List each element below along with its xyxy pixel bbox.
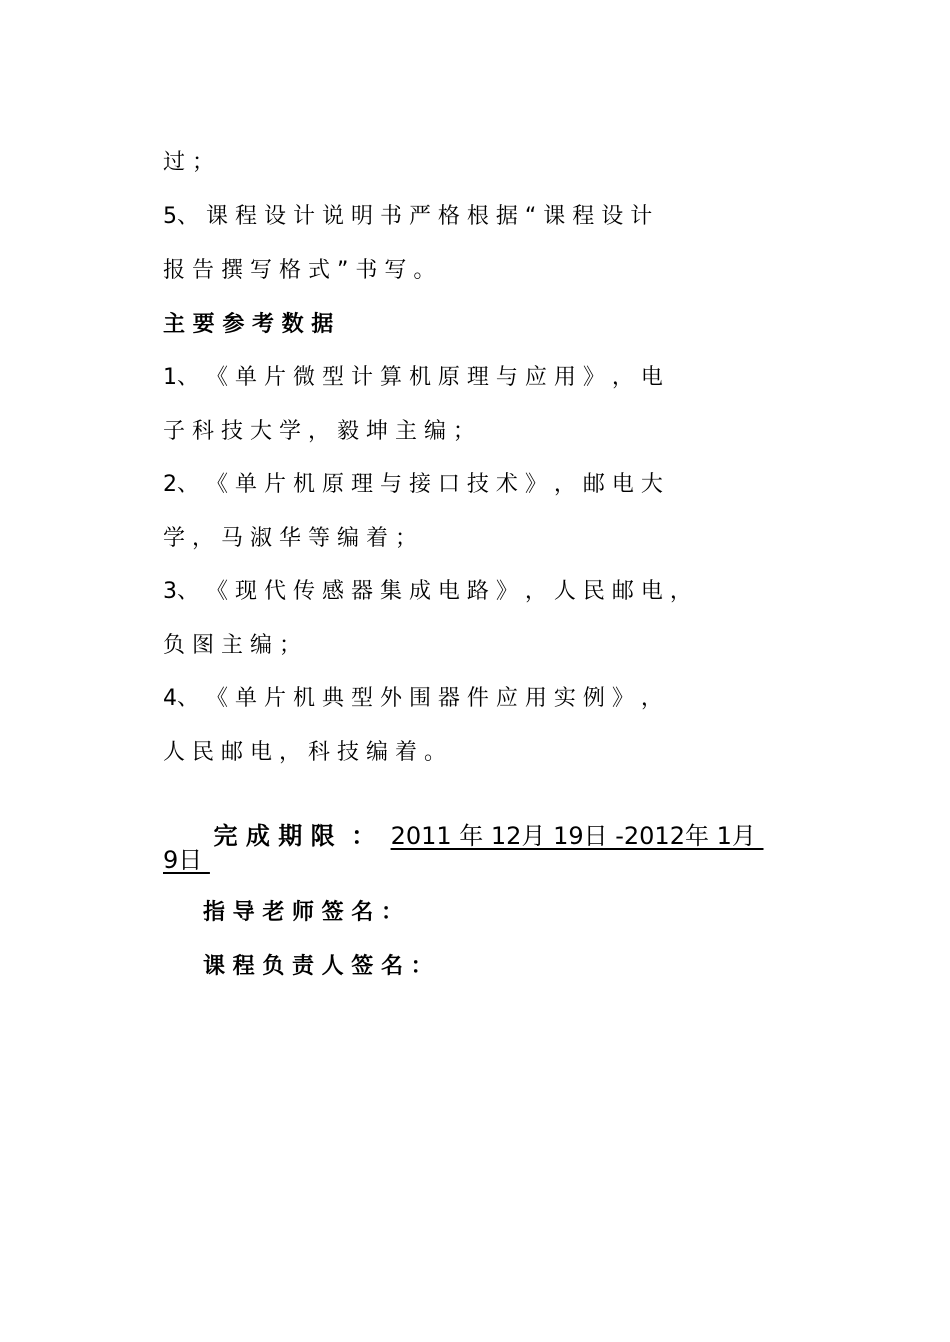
text-line: 4、 《 单 片 机 典 型 外 围 器 件 应 用 实 例 》 ， xyxy=(163,686,663,711)
section-heading: 主 要 参 考 数 据 xyxy=(163,312,334,337)
text-line: 子 科 技 大 学 ， 毅 坤 主 编 ； xyxy=(163,419,475,444)
course-head-signature: 课 程 负 责 人 签 名 ： xyxy=(203,954,433,979)
text-line: 3、 《 现 代 传 感 器 集 成 电 路 》 ， 人 民 邮 电 ， xyxy=(163,579,692,604)
text-line: 2、 《 单 片 机 原 理 与 接 口 技 术 》 ， 邮 电 大 xyxy=(163,472,663,497)
deadline-value: 2011 年 12月 19日 -2012年 1月 xyxy=(390,822,764,850)
text-line: 负 图 主 编 ； xyxy=(163,633,301,658)
text-line: 学 ， 马 淑 华 等 编 着 ； xyxy=(163,526,417,551)
advisor-signature: 指 导 老 师 签 名 ： xyxy=(203,900,403,925)
deadline-row xyxy=(163,791,764,881)
deadline-value-continued: 9日 xyxy=(163,846,210,874)
text-line: 5、 课 程 设 计 说 明 书 严 格 根 据 “ 课 程 设 计 xyxy=(163,204,653,229)
text-line: 过 ； xyxy=(163,150,214,175)
text-line: 人 民 邮 电 ， 科 技 编 着 。 xyxy=(163,740,446,765)
deadline-label: 完 成 期 限 ： xyxy=(213,822,376,850)
text-line: 报 告 撰 写 格 式 ” 书 写 。 xyxy=(163,258,436,283)
text-line: 1、 《 单 片 微 型 计 算 机 原 理 与 应 用 》 ， 电 xyxy=(163,365,663,390)
